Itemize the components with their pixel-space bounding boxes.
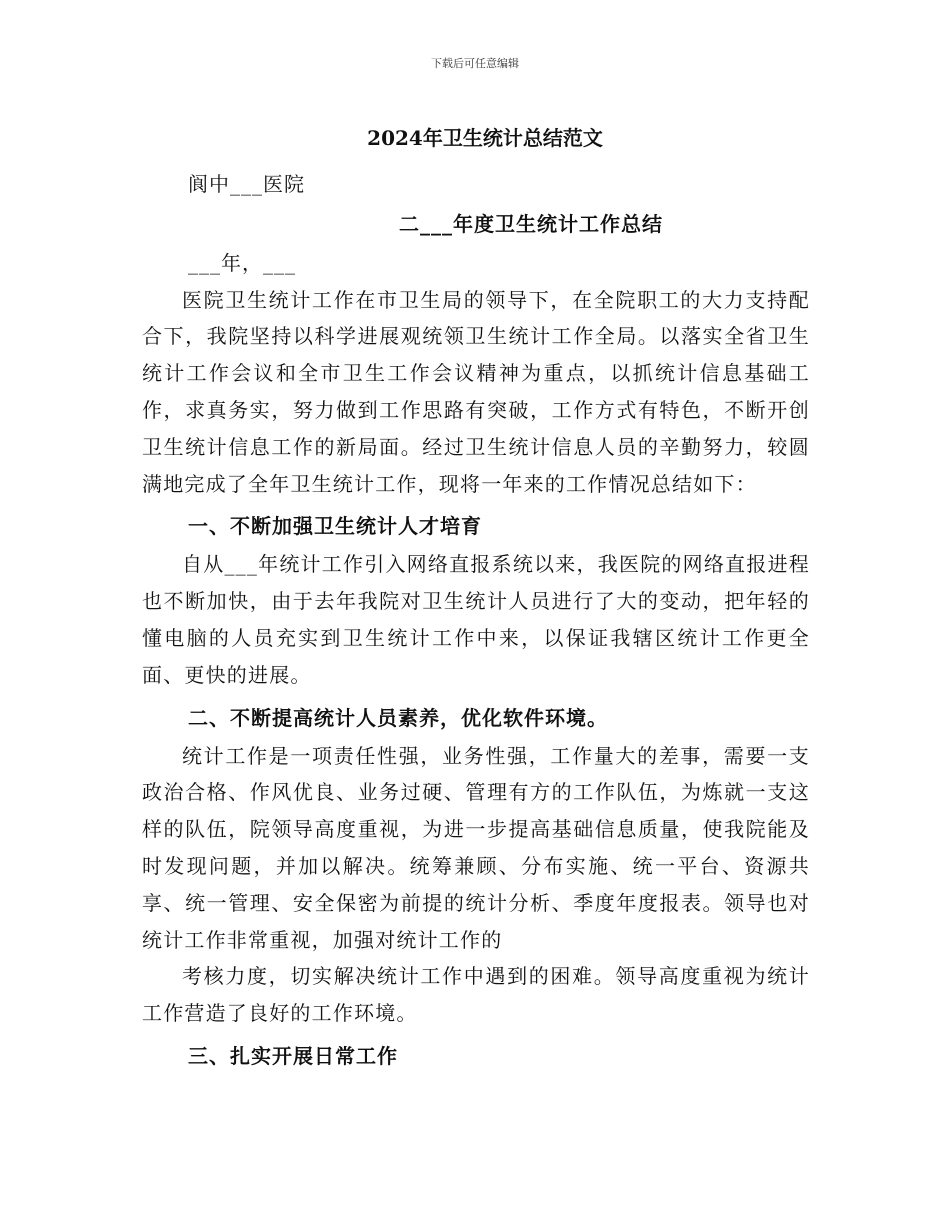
document-body — [142, 120, 810, 1076]
section-1-heading: 一、不断加强卫生统计人才培育 — [188, 514, 482, 539]
section-1-paragraph: 自从___年统计工作引入网络直报系统以来，我医院的网络直报进程也不断加快，由于去年我院对卫生统计人员进行了大的变动，把年轻的懂电脑的人员充实到卫生统计工作中来，以保证我辖区统计工作更全面、更快的进展。 — [142, 552, 810, 687]
document-subtitle: 二___年度卫生统计工作总结 — [399, 211, 663, 236]
section-3-heading: 三、扎实开展日常工作 — [188, 1043, 398, 1068]
date-line: ___年，___ — [188, 250, 296, 275]
section-2-paragraph: 统计工作是一项责任性强，业务性强，工作量大的差事，需要一支政治合格、作风优良、业务过硬、管理有方的工作队伍，为炼就一支这样的队伍，院领导高度重视，为进一步提高基础信息质量，使我院能及时发现问题，并加以解决。统筹兼顾、分布实施、统一平台、资源共享、统一管理、安全保密为前提的统计分析、季度年度报表。领导也对统计工作非常重视，加强对统计工作的 — [142, 743, 810, 952]
document-title: 2024年卫生统计总结范文 — [367, 126, 603, 150]
organization-line: 阆中___医院 — [188, 172, 305, 196]
intro-paragraph: 医院卫生统计工作在市卫生局的领导下，在全院职工的大力支持配合下，我院坚持以科学进展观统领卫生统计工作全局。以落实全省卫生统计工作会议和全市卫生工作会议精神为重点，以抓统计信息基础工作，求真务实，努力做到工作思路有突破，工作方式有特色，不断开创卫生统计信息工作的新局面。经过卫生统计信息人员的辛勤努力，较圆满地完成了全年卫生统计工作，现将一年来的工作情况总结如下： — [142, 287, 810, 496]
section-2-heading: 二、不断提高统计人员素养，优化软件环境。 — [188, 705, 608, 730]
page-header-note: 下载后可任意编辑 — [431, 57, 519, 70]
section-2-paragraph-continued: 考核力度，切实解决统计工作中遇到的困难。领导高度重视为统计工作营造了良好的工作环境。 — [142, 964, 810, 1026]
